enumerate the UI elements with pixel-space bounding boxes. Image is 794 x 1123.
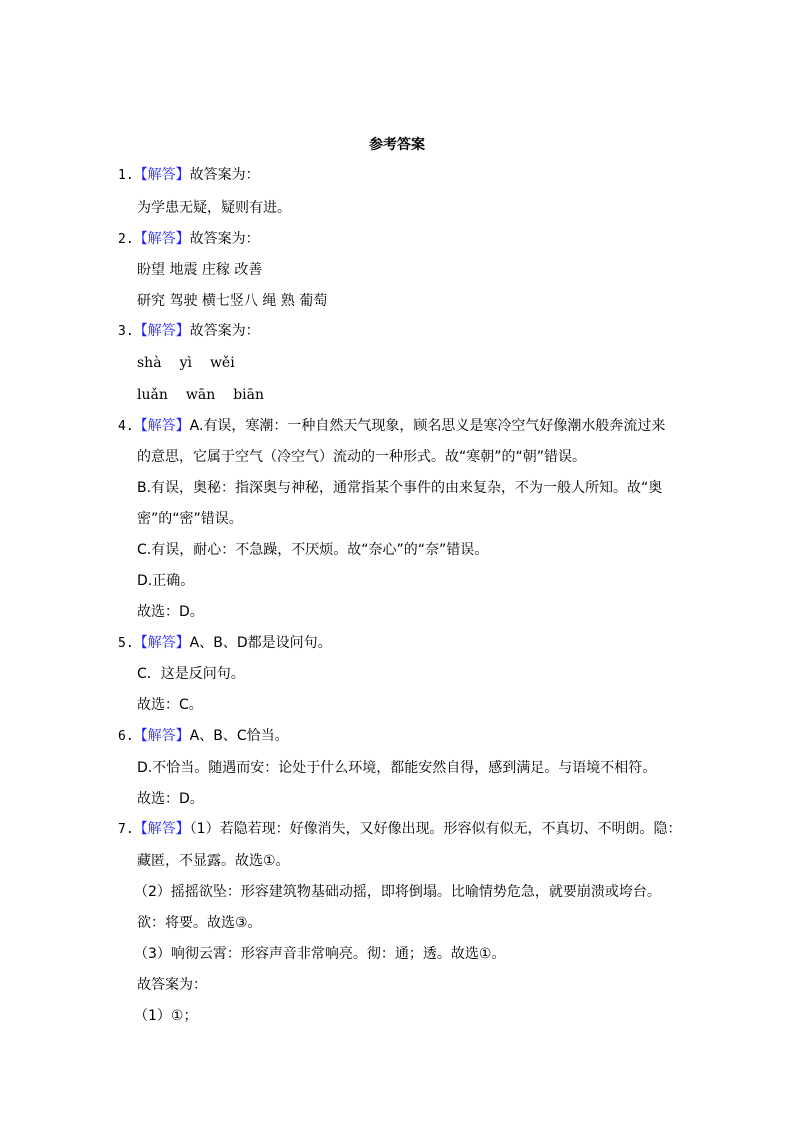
answer-5-line: 故选：C。 <box>137 697 203 713</box>
answer-5-head: 5.【解答】A、B、D都是设问句。 <box>118 635 332 651</box>
page-title: 参考答案 <box>369 137 425 153</box>
answer-4-head: 4.【解答】A.有误，寒潮：一种自然天气现象，顾名思义是寒冷空气好像潮水般奔流过来 <box>118 418 666 434</box>
answer-6-line: 故选：D。 <box>137 791 204 807</box>
answer-2-head: 2.【解答】故答案为： <box>118 231 260 247</box>
answer-4-line: B.有误，奥秘：指深奥与神秘，通常指某个事件的由来复杂，不为一般人所知。故“奥 <box>137 480 663 496</box>
answer-6-line: D.不恰当。随遇而安：论处于什么环境，都能安然自得，感到满足。与语境不相符。 <box>137 760 657 776</box>
answer-7-line: （3）响彻云霄：形容声音非常响亮。彻：通；透。故选①。 <box>134 946 506 962</box>
answer-3-head: 3.【解答】故答案为： <box>118 323 260 339</box>
pinyin-row: luǎn wān biān <box>137 387 265 403</box>
answer-4-line: 故选：D。 <box>137 604 204 620</box>
answer-4-line: 密”的“密”错误。 <box>137 511 243 527</box>
answer-1-line: 为学患无疑，疑则有进。 <box>137 200 291 216</box>
answer-7-line: 故答案为： <box>137 977 207 993</box>
answer-label: 【解答】 <box>133 167 190 183</box>
answer-7-line: 藏匿，不显露。故选①。 <box>137 853 290 869</box>
answer-1-head: 1.【解答】故答案为： <box>118 167 260 183</box>
answer-4-line: 的意思，它属于空气（冷空气）流动的一种形式。故“寒朝”的“朝”错误。 <box>137 449 587 465</box>
answer-2-line: 盼望 地震 庄稼 改善 <box>137 262 263 278</box>
pinyin-row: shà yì wěi <box>137 355 235 371</box>
answer-7-head: 7.【解答】（1）若隐若现：好像消失，又好像出现。形容似有似无，不真切、不明朗。隐： <box>118 821 682 837</box>
answer-2-line: 研究 驾驶 横七竖八 绳 熟 葡萄 <box>137 293 328 309</box>
answer-7-line: （2）摇摇欲坠：形容建筑物基础动摇，即将倒塌。比喻情势危急，就要崩溃或垮台。 <box>134 884 661 900</box>
answer-4-line: D.正确。 <box>137 573 195 589</box>
answer-7-line: 欲：将要。故选③。 <box>137 915 262 931</box>
answer-6-head: 6.【解答】A、B、C恰当。 <box>118 728 289 744</box>
answer-5-line: C．这是反问句。 <box>137 666 245 682</box>
answer-7-line: （1）①； <box>134 1008 198 1024</box>
answer-4-line: C.有误，耐心：不急躁，不厌烦。故“奈心”的“奈”错误。 <box>137 542 489 558</box>
